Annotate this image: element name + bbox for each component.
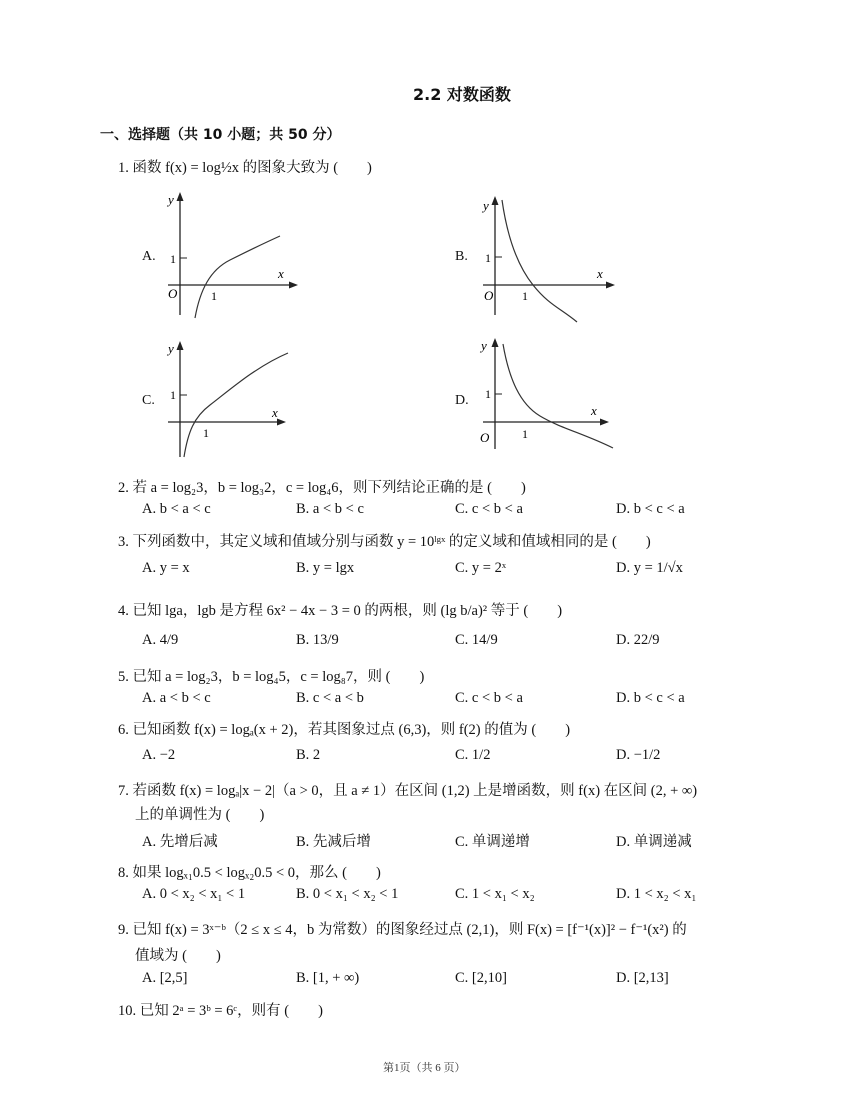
question-8-stem: 8. 如果 logₓ₁0.5 < logₓ₂0.5 < 0，那么 ( )	[118, 865, 381, 881]
graph-d-x-one: 1	[522, 427, 528, 441]
question-9-option-c: C. [2,10]	[455, 970, 507, 986]
question-4-stem: 4. 已知 lga，lgb 是方程 6x² − 4x − 3 = 0 的两根，则 (lg b/a)² 等于 ( )	[118, 603, 563, 619]
question-6-option-b: B. 2	[296, 747, 321, 763]
question-5-stem: 5. 已知 a = log₂3，b = log₄5，c = log₈7，则 ( )	[118, 669, 425, 685]
graph-d-x-label: x	[591, 403, 597, 418]
question-8-option-a: A. 0 < x₂ < x₁ < 1	[142, 886, 246, 902]
section-heading: 一、选择题（共 10 小题；共 50 分）	[100, 127, 341, 143]
question-2-stem: 2. 若 a = log₂3，b = log₃2，c = log₄6，则下列结论正确的是 ( )	[118, 480, 526, 496]
graph-a	[160, 190, 300, 320]
question-4-option-a: A. 4/9	[142, 632, 179, 648]
graph-b-y-one: 1	[485, 251, 491, 265]
question-9-stem: 9. 已知 f(x) = 3ˣ⁻ᵇ（2 ≤ x ≤ 4，b 为常数）的图象经过点 (2,1)，则 F(x) = [f⁻¹(x)]² − f⁻¹(x²) 的	[118, 922, 687, 938]
question-7-option-a: A. 先增后减	[142, 834, 218, 850]
graph-d-y-label: y	[481, 338, 487, 353]
question-3-option-c: C. y = 2ˣ	[455, 560, 507, 576]
question-3-option-b: B. y = lgx	[296, 560, 355, 576]
question-7-stem: 7. 若函数 f(x) = logₐ|x − 2|（a > 0，且 a ≠ 1）在区间 (1,2) 上是增函数，则 f(x) 在区间 (2, + ∞)	[118, 783, 698, 799]
graph-d-label: D.	[455, 393, 469, 408]
question-2-option-d: D. b < c < a	[616, 501, 685, 517]
graph-d-origin: O	[480, 430, 490, 445]
question-7-option-d: D. 单调递减	[616, 834, 692, 850]
graph-c-y-label: y	[168, 341, 174, 356]
question-6-option-c: C. 1/2	[455, 747, 491, 763]
question-6-stem: 6. 已知函数 f(x) = logₐ(x + 2)，若其图象过点 (6,3)，则 f(2) 的值为 ( )	[118, 722, 571, 738]
question-8-option-b: B. 0 < x₁ < x₂ < 1	[296, 886, 399, 902]
question-2-option-b: B. a < b < c	[296, 501, 364, 517]
graph-a-x-one: 1	[211, 289, 217, 303]
question-10-stem: 10. 已知 2ᵃ = 3ᵇ = 6ᶜ，则有 ( )	[118, 1003, 323, 1019]
question-2-option-c: C. c < b < a	[455, 501, 523, 517]
question-7-option-b: B. 先减后增	[296, 834, 371, 850]
question-7-stem-continued: 上的单调性为 ( )	[135, 807, 265, 823]
graph-a-x-label: x	[278, 266, 284, 281]
question-9-option-a: A. [2,5]	[142, 970, 188, 986]
graph-a-label: A.	[142, 249, 156, 264]
graph-b-x-one: 1	[522, 289, 528, 303]
question-9-option-b: B. [1, + ∞)	[296, 970, 360, 986]
question-9-stem-continued: 值域为 ( )	[135, 948, 221, 964]
graph-c-x-label: x	[272, 405, 278, 420]
question-1-stem: 1. 函数 f(x) = log½x 的图象大致为 ( )	[118, 160, 372, 176]
question-6-option-a: A. −2	[142, 747, 176, 763]
question-4-option-b: B. 13/9	[296, 632, 339, 648]
question-6-option-d: D. −1/2	[616, 747, 661, 763]
question-8-option-d: D. 1 < x₂ < x₁	[616, 886, 697, 902]
question-5-option-a: A. a < b < c	[142, 690, 211, 706]
question-4-option-d: D. 22/9	[616, 632, 660, 648]
graph-c	[160, 337, 300, 462]
page-footer: 第1页（共 6 页）	[383, 1062, 466, 1074]
question-3-stem: 3. 下列函数中，其定义域和值域分别与函数 y = 10ˡᵍˣ 的定义域和值域相同的是 ( )	[118, 534, 651, 550]
graph-a-y-label: y	[168, 192, 174, 207]
graph-d-y-one: 1	[485, 387, 491, 401]
graph-d	[475, 334, 620, 454]
question-3-option-a: A. y = x	[142, 560, 190, 576]
question-7-option-c: C. 单调递增	[455, 834, 530, 850]
graph-b-y-label: y	[483, 198, 489, 213]
graph-c-y-one: 1	[170, 388, 176, 402]
graph-c-x-one: 1	[203, 426, 209, 440]
question-4-option-c: C. 14/9	[455, 632, 498, 648]
question-8-option-c: C. 1 < x₁ < x₂	[455, 886, 535, 902]
question-2-option-a: A. b < a < c	[142, 501, 211, 517]
page-title: 2.2 对数函数	[413, 85, 511, 104]
graph-b-origin: O	[484, 288, 494, 303]
graph-c-label: C.	[142, 393, 155, 408]
question-5-option-d: D. b < c < a	[616, 690, 685, 706]
graph-b-x-label: x	[597, 266, 603, 281]
graph-b-label: B.	[455, 249, 468, 264]
question-3-option-d: D. y = 1/√x	[616, 560, 683, 576]
graph-a-origin: O	[168, 286, 178, 301]
question-5-option-c: C. c < b < a	[455, 690, 523, 706]
question-9-option-d: D. [2,13]	[616, 970, 669, 986]
graph-b	[475, 190, 620, 325]
graph-a-y-one: 1	[170, 252, 176, 266]
question-5-option-b: B. c < a < b	[296, 690, 364, 706]
